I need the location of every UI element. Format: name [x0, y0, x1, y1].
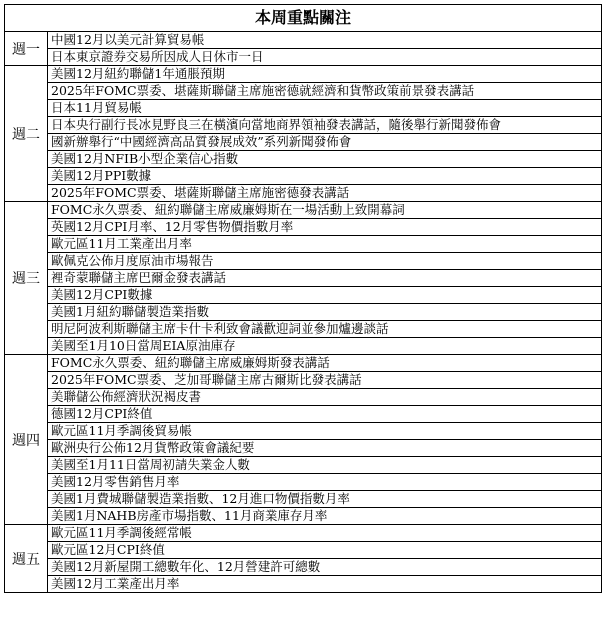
event-item: 美國至1月11日當周初請失業金人數 [48, 457, 601, 474]
event-item: 明尼阿波利斯聯儲主席卡什卡利致會議歡迎詞並參加爐邊談話 [48, 321, 601, 338]
event-list [48, 66, 601, 201]
event-item: 美國1月紐約聯儲製造業指數 [48, 304, 601, 321]
event-item: 中國12月以美元計算貿易帳 [48, 32, 601, 49]
event-item: 美國12月NFIB小型企業信心指數 [48, 151, 601, 168]
focus-table [4, 4, 602, 593]
event-item: 日本東京證券交易所因成人日休市一日 [51, 49, 264, 64]
event-item: 美國12月PPI數據 [48, 168, 601, 185]
table-title: 本周重點關注 [5, 5, 601, 32]
event-item: 歐元區11月季調後貿易帳 [48, 423, 601, 440]
day-group [5, 202, 601, 355]
day-group [5, 355, 601, 525]
event-item: 美國12月CPI數據 [48, 287, 601, 304]
event-item: 美國12月工業產出月率 [51, 576, 180, 591]
event-item: 2025年FOMC票委、芝加哥聯儲主席古爾斯比發表講話 [48, 372, 601, 389]
day-label: 週三 [5, 202, 48, 354]
event-item: 日本央行副行長冰見野良三在橫濱向當地商界領袖發表講話，隨後舉行新聞發佈會 [48, 117, 601, 134]
event-item: 美國12月紐約聯儲1年通脹預期 [48, 66, 601, 83]
event-item: 歐洲央行公佈12月貨幣政策會議紀要 [48, 440, 601, 457]
day-group [5, 66, 601, 202]
event-item: 美國1月費城聯儲製造業指數、12月進口物價指數月率 [48, 491, 601, 508]
event-item: 2025年FOMC票委、堪薩斯聯儲主席施密德就經濟和貨幣政策前景發表講話 [48, 83, 601, 100]
event-item: 2025年FOMC票委、堪薩斯聯儲主席施密德發表講話 [51, 185, 350, 200]
event-item: 美國至1月10日當周EIA原油庫存 [51, 338, 236, 353]
event-list [48, 355, 601, 524]
day-label: 週五 [5, 525, 48, 592]
event-item: 美聯儲公佈經濟狀況褐皮書 [48, 389, 601, 406]
day-label: 週二 [5, 66, 48, 201]
day-group [5, 525, 601, 592]
event-item: 英國12月CPI月率、12月零售物價指數月率 [48, 219, 601, 236]
event-item: 歐元區11月工業產出月率 [48, 236, 601, 253]
event-item: 日本11月貿易帳 [48, 100, 601, 117]
event-list [48, 525, 601, 592]
event-item: FOMC永久票委、紐約聯儲主席威廉姆斯發表講話 [48, 355, 601, 372]
event-item: FOMC永久票委、紐約聯儲主席威廉姆斯在一場活動上致開幕詞 [48, 202, 601, 219]
day-groups [5, 32, 601, 592]
event-item: 美國1月NAHB房產市場指數、11月商業庫存月率 [51, 508, 328, 523]
event-item: 國新辦舉行“中國經濟高品質發展成效”系列新聞發佈會 [48, 134, 601, 151]
event-item: 歐佩克公佈月度原油市場報告 [48, 253, 601, 270]
event-item: 美國12月零售銷售月率 [48, 474, 601, 491]
event-item: 歐元區11月季調後經常帳 [48, 525, 601, 542]
day-group [5, 32, 601, 66]
day-label: 週一 [5, 32, 48, 65]
event-item: 裡奇蒙聯儲主席巴爾金發表講話 [48, 270, 601, 287]
event-item: 德國12月CPI終值 [48, 406, 601, 423]
event-list [48, 32, 601, 65]
event-item: 歐元區12月CPI終值 [48, 542, 601, 559]
event-item: 美國12月新屋開工總數年化、12月營建許可總數 [48, 559, 601, 576]
day-label: 週四 [5, 355, 48, 524]
event-list [48, 202, 601, 354]
